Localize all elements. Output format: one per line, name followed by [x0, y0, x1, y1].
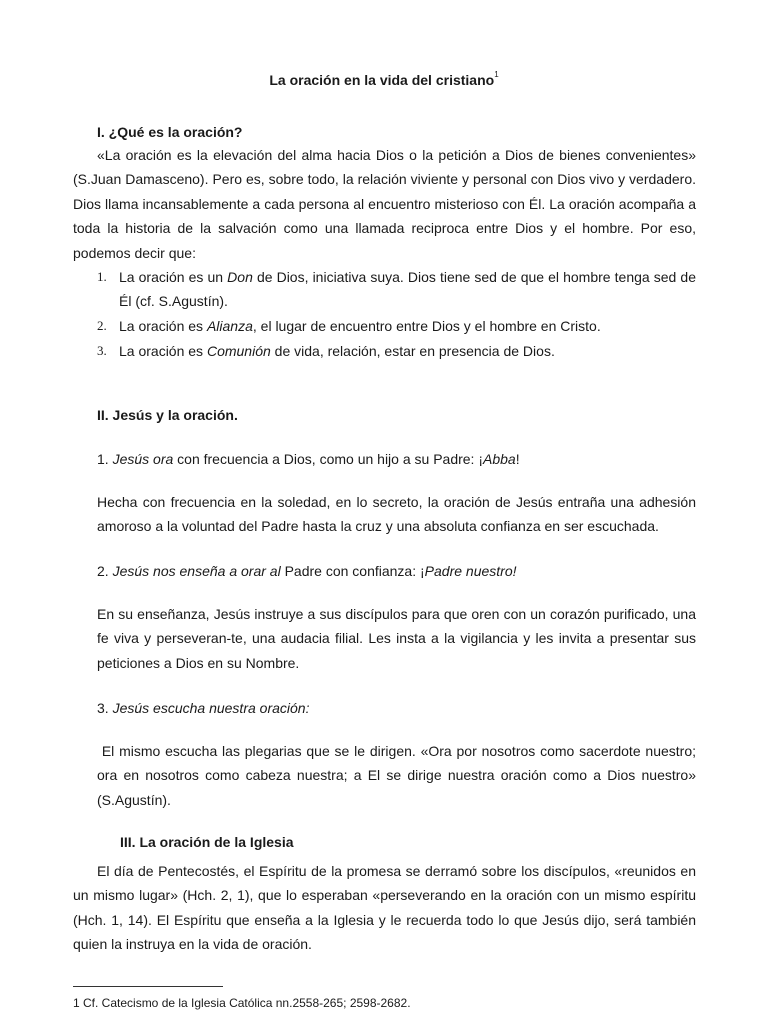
- list-item-3: [97, 339, 696, 363]
- point-text: Padre con confianza: ¡: [280, 563, 425, 579]
- point-emphasis: Abba: [483, 451, 516, 467]
- point-text: !: [515, 451, 520, 467]
- section-2-paragraph-1: Hecha con frecuencia en la soledad, en lo secreto, la oración de Jesús entraña una adhesión amoroso a la voluntad del Padre hasta la cruz y una absoluta confianza en ser escuchada.: [97, 494, 696, 535]
- list-number: 3.: [97, 343, 107, 358]
- list-number: 1.: [97, 269, 107, 284]
- point-number: 3.: [97, 700, 113, 716]
- point-emphasis: Padre nuestro!: [424, 563, 517, 579]
- list-item-1: [97, 265, 696, 314]
- point-emphasis: Jesús nos enseña a orar al: [112, 563, 281, 579]
- list-text: , el lugar de encuentro entre Dios y el hombre en Cristo.: [252, 318, 601, 334]
- section-3-paragraph: El día de Pentecostés, el Espíritu de la promesa se derramó sobre los discípulos, «reunidos en un mismo lugar» (Hch. 2, 1), que lo esperaban «perseverando en la oración con un mismo espíritu (Hch. 1, 14). El Espíritu que enseña a la Iglesia y le recuerda todo lo que Jesús dijo, será también quien la instruya en la vida de oración.: [73, 863, 696, 953]
- title-text: La oración en la vida del cristiano: [269, 72, 495, 88]
- list-emphasis: Comunión: [206, 343, 271, 359]
- document-title: [0, 72, 768, 88]
- point-emphasis: Jesús ora: [112, 451, 174, 467]
- section-2-paragraph-2: En su enseñanza, Jesús instruye a sus discípulos para que oren con un corazón purificado, una fe viva y perseveran-te, una audacia filial. Les insta a la vigilancia y les invita a presentar sus peticiones a Dios en su Nombre.: [97, 606, 696, 671]
- section-2-paragraph-3: El mismo escucha las plegarias que se le dirigen. «Ora por nosotros como sacerdote nuestro; ora en nosotros como cabeza nuestra; a El se dirige nuestra oración como a Dios nuestro» (S.Agustín).: [97, 743, 700, 808]
- point-number: 2.: [97, 563, 113, 579]
- point-text: con frecuencia a Dios, como un hijo a su Padre: ¡: [173, 451, 483, 467]
- footnote-divider: [73, 986, 223, 987]
- section-3-heading: III. La oración de la Iglesia: [120, 834, 294, 850]
- section-2-point-2: [97, 559, 696, 583]
- list-text: La oración es: [119, 343, 207, 359]
- list-text: de vida, relación, estar en presencia de Dios.: [270, 343, 555, 359]
- footnote-marker: 1: [494, 70, 499, 79]
- list-emphasis: Alianza: [206, 318, 253, 334]
- list-text: de Dios, iniciativa suya. Dios tiene sed de que el hombre tenga sed de Él (cf. S.Agustín).: [119, 269, 696, 310]
- list-text: La oración es: [119, 318, 207, 334]
- point-emphasis: Jesús escucha nuestra oración:: [112, 700, 310, 716]
- list-item-2: [97, 314, 696, 338]
- list-emphasis: Don: [227, 269, 253, 285]
- section-1-heading: I. ¿Qué es la oración?: [97, 124, 243, 140]
- section-2-heading: II. Jesús y la oración.: [97, 407, 238, 423]
- list-number: 2.: [97, 318, 107, 333]
- section-2-point-1: [97, 447, 696, 471]
- list-text: La oración es un: [119, 269, 228, 285]
- section-1-paragraph: «La oración es la elevación del alma hacia Dios o la petición a Dios de bienes convenientes» (S.Juan Damasceno). Pero es, sobre todo, la relación viviente y personal con Dios vivo y verdadero. Dios llama incansablemente a cada persona al encuentro misterioso con Él. La oración acompaña a toda la historia de la salvación como una llamada reciproca entre Dios y el hombre. Por eso, podemos decir que:: [73, 147, 696, 261]
- footnote: 1 Cf. Catecismo de la Iglesia Católica nn.2558-265; 2598-2682.: [73, 996, 411, 1010]
- section-2-point-3: [97, 696, 696, 720]
- point-number: 1.: [97, 451, 113, 467]
